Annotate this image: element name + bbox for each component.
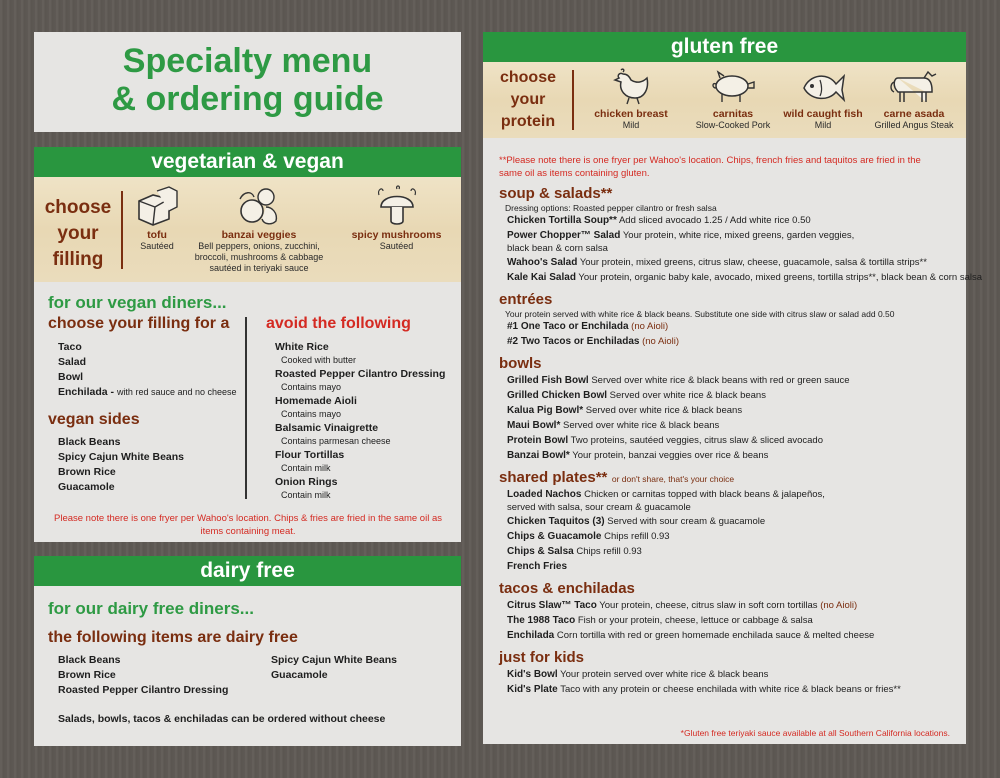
protein-divider (572, 70, 574, 130)
cow-icon (869, 66, 959, 106)
banzai-veggies-name: banzai veggies (221, 229, 297, 241)
filling-tofu (126, 185, 188, 252)
shared-plates-aside: or don't share, that's your choice (611, 474, 735, 484)
avoid-heading: avoid the following (266, 315, 411, 332)
teriyaki-footnote: *Gluten free teriyaki sauce available at all Southern California locations. (680, 728, 950, 738)
list-item: Roasted Pepper Cilantro Dressing Contains mayo (275, 368, 446, 392)
list-item: White Rice Cooked with butter (275, 341, 357, 365)
menu-item: Grilled Chicken Bowl Served over white rice & black beans (507, 390, 766, 401)
filling-strip (34, 177, 461, 282)
dairy-free-panel (34, 556, 461, 746)
gluten-content (499, 154, 983, 697)
chicken-desc: Mild (622, 120, 640, 130)
vegetarian-panel (34, 147, 461, 542)
spicy-mushrooms-name: spicy mushrooms (351, 229, 442, 241)
list-item: Spicy Cajun White Beans (58, 451, 185, 463)
protein-fish (779, 66, 867, 131)
carnitas-name: carnitas (712, 108, 754, 120)
list-item: Brown Rice (58, 466, 116, 478)
gluten-free-band: gluten free (483, 32, 966, 62)
shared-plates-header (499, 469, 959, 487)
gluten-fryer-note: **Please note there is one fryer per Wahoo's location. Chips, french fries and taquitos are fried in the same oil as items containing gluten. (499, 155, 921, 179)
list-item: Spicy Cajun White Beans (271, 654, 398, 666)
list-item: Black Beans (58, 654, 121, 666)
menu-item: #1 One Taco or Enchilada (no Aioli) (507, 321, 669, 332)
column-divider (245, 317, 247, 499)
list-item: Guacamole (271, 669, 328, 681)
vegan-heading: for our vegan diners... (48, 293, 227, 312)
entrees-heading: entrées (499, 291, 553, 308)
menu-item: Kalua Pig Bowl* Served over white rice & black beans (507, 405, 743, 416)
list-item: Guacamole (58, 481, 115, 493)
soup-salads-heading: soup & salads** (499, 185, 613, 202)
menu-item: Power Chopper™ Salad Your protein, white rice, mixed greens, garden veggies, black bean & corn salsa (507, 230, 855, 254)
dairy-list-2 (271, 653, 397, 683)
protein-chicken (583, 66, 679, 131)
dairy-subheading: the following items are dairy free (48, 629, 298, 646)
list-item: Salad (58, 356, 87, 368)
dairy-heading: for our dairy free diners... (48, 599, 254, 618)
dairy-list-1 (58, 653, 228, 698)
menu-item: Chips & Guacamole Chips refill 0.93 (507, 531, 670, 542)
avoid-list (275, 341, 445, 501)
list-item: Black Beans (58, 436, 121, 448)
entrees-note: Your protein served with white rice & black beans. Substitute one side with citrus slaw or salad add 0.50 (505, 309, 895, 319)
menu-item: Citrus Slaw™ Taco Your protein, cheese, citrus slaw in soft corn tortillas (no Aioli) (507, 600, 858, 611)
tacos-heading: tacos & enchiladas (499, 580, 635, 597)
list-item: Flour Tortillas Contain milk (275, 449, 345, 473)
protein-carne-asada (869, 66, 959, 131)
menu-item: #2 Two Tacos or Enchiladas (no Aioli) (507, 336, 680, 347)
carne-asada-desc: Grilled Angus Steak (874, 120, 954, 130)
choose-protein-label: choose your protein (499, 69, 556, 130)
filling-list (58, 340, 237, 400)
chicken-name: chicken breast (594, 108, 668, 120)
list-item: Bowl (58, 371, 84, 383)
carne-asada-name: carne asada (883, 108, 945, 120)
menu-item: Chips & Salsa Chips refill 0.93 (507, 546, 642, 557)
pig-icon (685, 66, 781, 106)
filling-divider (121, 191, 123, 269)
filling-spicy-mushrooms (349, 185, 444, 252)
fish-icon (779, 66, 867, 106)
list-item: Brown Rice (58, 669, 116, 681)
protein-carnitas (685, 66, 781, 131)
spicy-mushrooms-desc: Sautéed (379, 241, 414, 251)
menu-item: The 1988 Taco Fish or your protein, cheese, lettuce or cabbage & salsa (507, 615, 813, 626)
list-item: Taco (58, 341, 82, 353)
shared-plates-heading: shared plates** (499, 469, 608, 486)
mushroom-icon (349, 185, 444, 227)
vegan-sides-list (58, 435, 184, 495)
list-item: Homemade Aioli Contains mayo (275, 395, 357, 419)
dairy-note: Salads, bowls, tacos & enchiladas can be ordered without cheese (58, 713, 386, 725)
menu-item: Enchilada Corn tortilla with red or green homemade enchilada sauce & melted cheese (507, 630, 875, 641)
menu-item: Loaded Nachos Chicken or carnitas topped with black beans & jalapeños, served with salsa, sour cream & guacamole (507, 489, 825, 513)
list-item: Onion Rings Contain milk (275, 476, 338, 500)
tofu-icon (126, 185, 188, 227)
banzai-veggies-desc: Bell peppers, onions, zucchini, broccoli, mushrooms & cabbage sautéed in teriyaki sauce (194, 241, 324, 273)
menu-item: Kid's Plate Taco with any protein or cheese enchilada with white rice & black beans or fries** (507, 684, 901, 695)
carnitas-desc: Slow-Cooked Pork (695, 120, 771, 130)
list-item: Balsamic Vinaigrette Contains parmesan cheese (275, 422, 391, 446)
bowls-heading: bowls (499, 355, 542, 372)
menu-item: Protein Bowl Two proteins, sautéed veggies, citrus slaw & sliced avocado (507, 435, 824, 446)
fish-name: wild caught fish (783, 108, 863, 120)
menu-item: Banzai Bowl* Your protein, banzai veggies over rice & beans (507, 450, 769, 461)
menu-item: Chicken Tortilla Soup** Add sliced avocado 1.25 / Add white rice 0.50 (507, 215, 811, 226)
chicken-icon (583, 66, 679, 106)
vegetables-icon (194, 185, 324, 227)
soup-salads-note: Dressing options: Roasted pepper cilantro or fresh salsa (505, 203, 717, 213)
tofu-name: tofu (147, 229, 167, 241)
tofu-desc: Sautéed (140, 241, 174, 251)
page-title-line2: & ordering guide (111, 80, 384, 118)
menu-item: Kale Kai Salad Your protein, organic baby kale, avocado, mixed greens, tortilla strips**, black bean & corn salsa (507, 272, 983, 283)
menu-item: Grilled Fish Bowl Served over white rice & black beans with red or green sauce (507, 375, 850, 386)
kids-heading: just for kids (499, 649, 585, 666)
dairy-free-band: dairy free (34, 556, 461, 586)
menu-item: Maui Bowl* Served over white rice & black beans (507, 420, 720, 431)
gluten-free-panel (483, 32, 983, 744)
list-item: Enchilada - with red sauce and no cheese (58, 386, 237, 398)
page-title-line1: Specialty menu (122, 42, 373, 80)
fish-desc: Mild (814, 120, 832, 130)
menu-item: French Fries (507, 561, 568, 572)
vegetarian-band: vegetarian & vegan (34, 147, 461, 177)
filling-banzai-veggies (194, 185, 324, 274)
menu-item: Kid's Bowl Your protein served over white rice & black beans (507, 669, 769, 680)
list-item: Roasted Pepper Cilantro Dressing (58, 684, 229, 696)
protein-strip (483, 62, 966, 138)
menu-item: Chicken Taquitos (3) Served with sour cream & guacamole (507, 516, 766, 527)
vegan-sides-heading: vegan sides (48, 411, 140, 428)
fryer-note: Please note there is one fryer per Wahoo's location. Chips & fries are fried in the same oil as items containing meat. (54, 513, 442, 537)
filling-heading: choose your filling for a (48, 315, 230, 332)
menu-item: Wahoo's Salad Your protein, mixed greens, citrus slaw, cheese, guacamole, salsa & tortilla strips** (507, 257, 927, 268)
choose-filling-label: choose your filling (44, 197, 112, 270)
title-panel (34, 32, 461, 132)
